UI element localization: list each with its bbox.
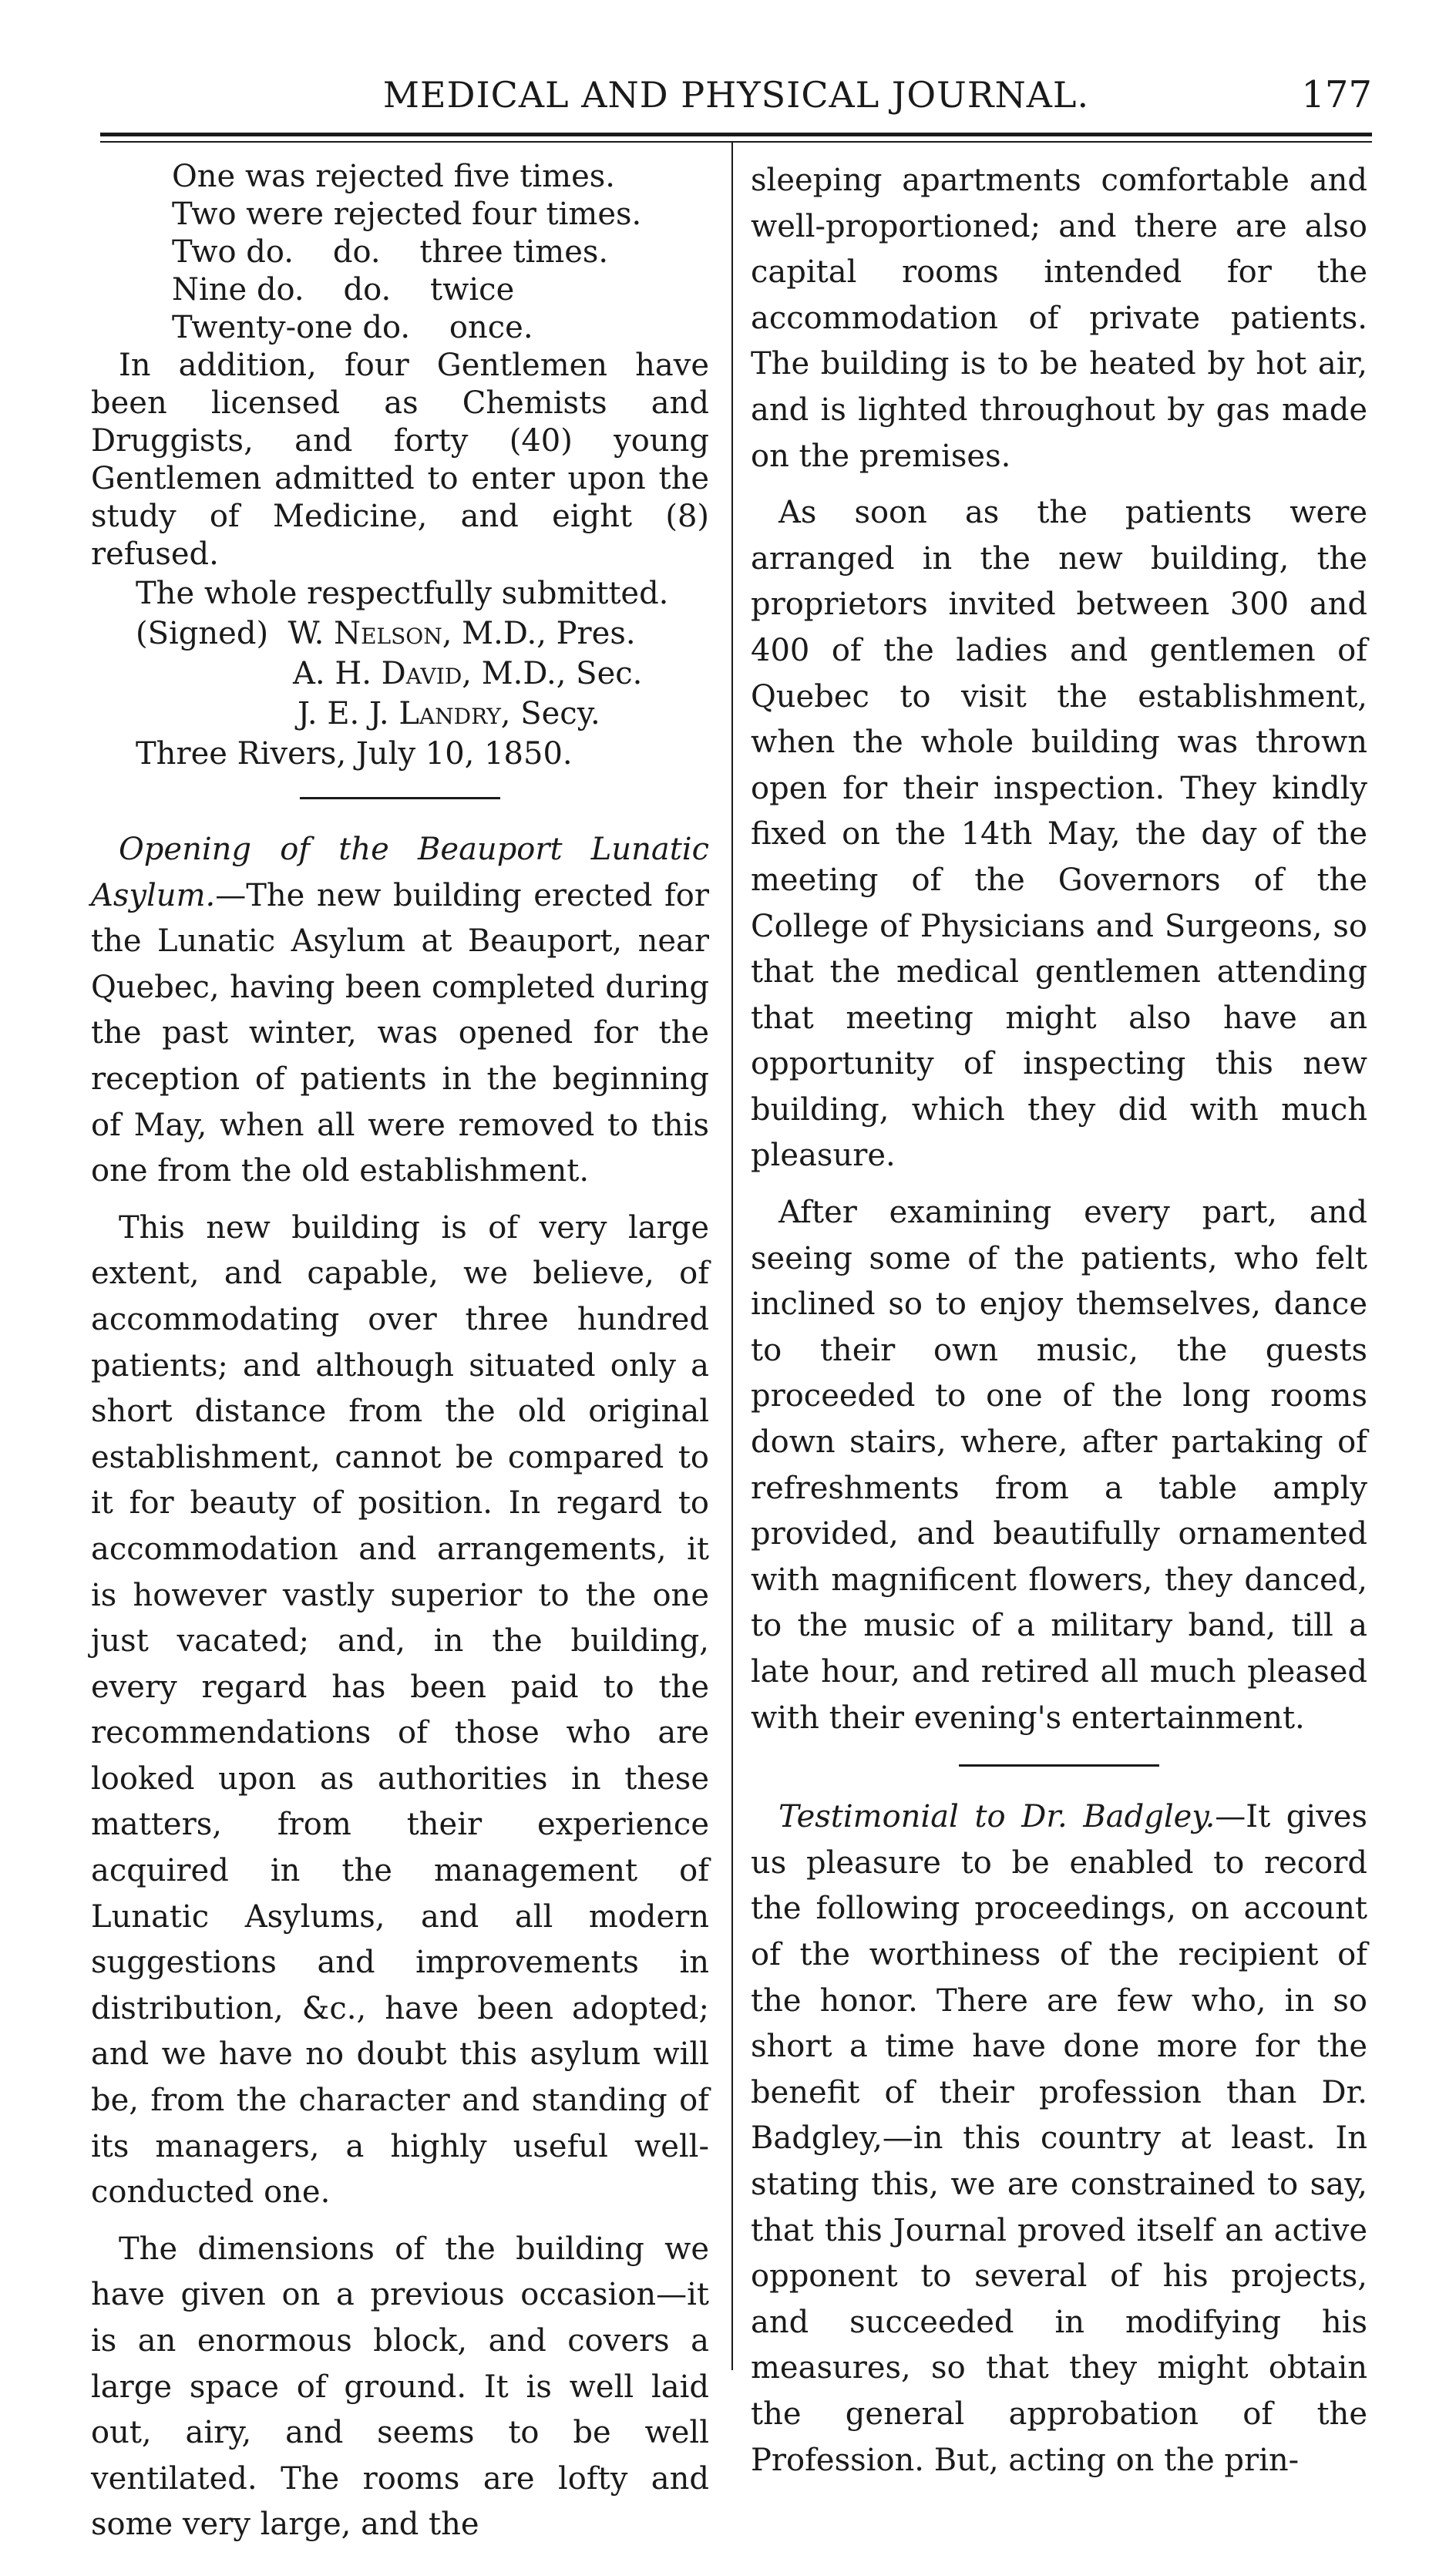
article-lead: —The new building erected for the Lunatic Asylum at Beauport, near Quebec, having been completed during the past winter, was opened for the reception of patients in the beginning of May, when all were removed to this one from the old establishment. bbox=[91, 877, 709, 1189]
place-date: Three Rivers, July 10, 1850. bbox=[136, 736, 573, 772]
signature-line: J. E. J. Landry, Secy. bbox=[298, 696, 600, 731]
article-paragraph: The dimensions of the building we have given on a previous occasion—it is an enormous block, and covers a large space of ground. It is well laid out, airy, and seems to be well ventilated. The rooms are lofty and some very large, and the bbox=[91, 2231, 709, 2543]
signatory-initial: A. H. bbox=[293, 656, 372, 691]
article-lead: —It gives us pleasure to be enabled to record the following proceedings, on account of the worthiness of the recipient of the honor. There are few who, in so short a time have done more for the benefit of their profession than Dr. Badgley,—in this country at least. In stating this, we are constrained to say, that this Journal proved itself an active opponent to several of his projects, and succeeded in modifying his measures, so that they might obtain the general approbation of the Profession. But, acting on the prin- bbox=[751, 1799, 1367, 2478]
signatory-initial: W. bbox=[288, 616, 324, 651]
rejection-line: One was rejected five times. bbox=[172, 159, 615, 194]
signatory-name: Landry bbox=[398, 696, 501, 731]
right-column bbox=[751, 158, 1367, 2494]
signatory-title: Secy. bbox=[520, 696, 600, 731]
left-column bbox=[91, 158, 709, 2559]
signatory-name: David bbox=[381, 656, 462, 691]
article-paragraph: After examining every part, and seeing some of the patients, who felt inclined so to enjoy themselves, dance to their own music, the guests proceeded to one of the long rooms down stairs, where, after partaking of refreshments from a table amply provided, and beautifully ornamented with magnificent flowers, they danced, to the music of a military band, till a late hour, and retired all much pleased with their evening's entertainment. bbox=[751, 1195, 1367, 1736]
submitted-line: The whole respectfully submitted. bbox=[136, 576, 669, 611]
article-paragraph: sleeping apartments comfortable and well-proportioned; and there are also capital rooms intended for the accommodation of private patients. The building is to be heated by hot air, and is lighted throughout by gas made on the premises. bbox=[751, 163, 1367, 474]
article-title: Testimonial to Dr. Badgley. bbox=[778, 1799, 1216, 1835]
article-paragraph: As soon as the patients were arranged in the new building, the proprietors invited between 300 and 400 of the ladies and gentlemen of Quebec to visit the establishment, when the whole building was thrown open for their inspection. They kindly fixed on the 14th May, the day of the meeting of the Governors of the College of Physicians and Surgeons, so that the medical gentlemen attending that meeting might also have an opportunity of inspecting this new building, which they did with much pleasure. bbox=[751, 495, 1367, 1174]
signatory-name: Nelson bbox=[334, 616, 442, 651]
article-title: Opening of the Beauport Lunatic Asylum. bbox=[91, 832, 709, 913]
page-header bbox=[100, 68, 1372, 122]
article-paragraph bbox=[91, 827, 709, 1195]
section-divider bbox=[959, 1764, 1159, 1767]
rejection-line: Two were rejected four times. bbox=[172, 197, 642, 232]
signed-label: (Signed) bbox=[136, 616, 269, 651]
signatory-title: M.D., Sec. bbox=[481, 656, 643, 691]
rejection-line: Two do. do. three times. bbox=[172, 234, 609, 270]
licensing-paragraph: In addition, four Gentlemen have been licensed as Chemists and Druggists, and forty (40) young Gentlemen admitted to enter upon the study of Medicine, and eight (8) refused. bbox=[91, 348, 709, 572]
article-paragraph bbox=[751, 1794, 1367, 2483]
running-title: MEDICAL AND PHYSICAL JOURNAL. bbox=[382, 74, 1090, 116]
page-number: 177 bbox=[1301, 73, 1372, 116]
signature-line: (Signed) W. Nelson, M.D., Pres. bbox=[136, 616, 636, 651]
article-paragraph: This new building is of very large extent, and capable, we believe, of accommodating over three hundred patients; and although situated only a short distance from the old original establishment, cannot be compared to it for beauty of position. In regard to accommodation and arrangements, it is however vastly superior to the one just vacated; and, in the building, every regard has been paid to the recommendations of those who are looked upon as authorities in these matters, from their experience acquired in the management of Lunatic Asylums, and all modern suggestions and improvements in distribution, &c., have been adopted; and we have no doubt this asylum will be, from the character and standing of its managers, a highly useful well-conducted one. bbox=[91, 1209, 709, 2211]
signature-line: A. H. David, M.D., Sec. bbox=[293, 656, 643, 691]
signatory-title: M.D., Pres. bbox=[462, 616, 636, 651]
header-rule-thin bbox=[100, 141, 1372, 143]
rejection-line: Twenty-one do. once. bbox=[172, 310, 533, 345]
rejection-line: Nine do. do. twice bbox=[172, 272, 515, 308]
signatory-initial: J. E. J. bbox=[298, 696, 389, 731]
section-divider bbox=[300, 797, 500, 799]
column-divider bbox=[731, 143, 733, 2370]
header-rule-thick bbox=[100, 133, 1372, 136]
